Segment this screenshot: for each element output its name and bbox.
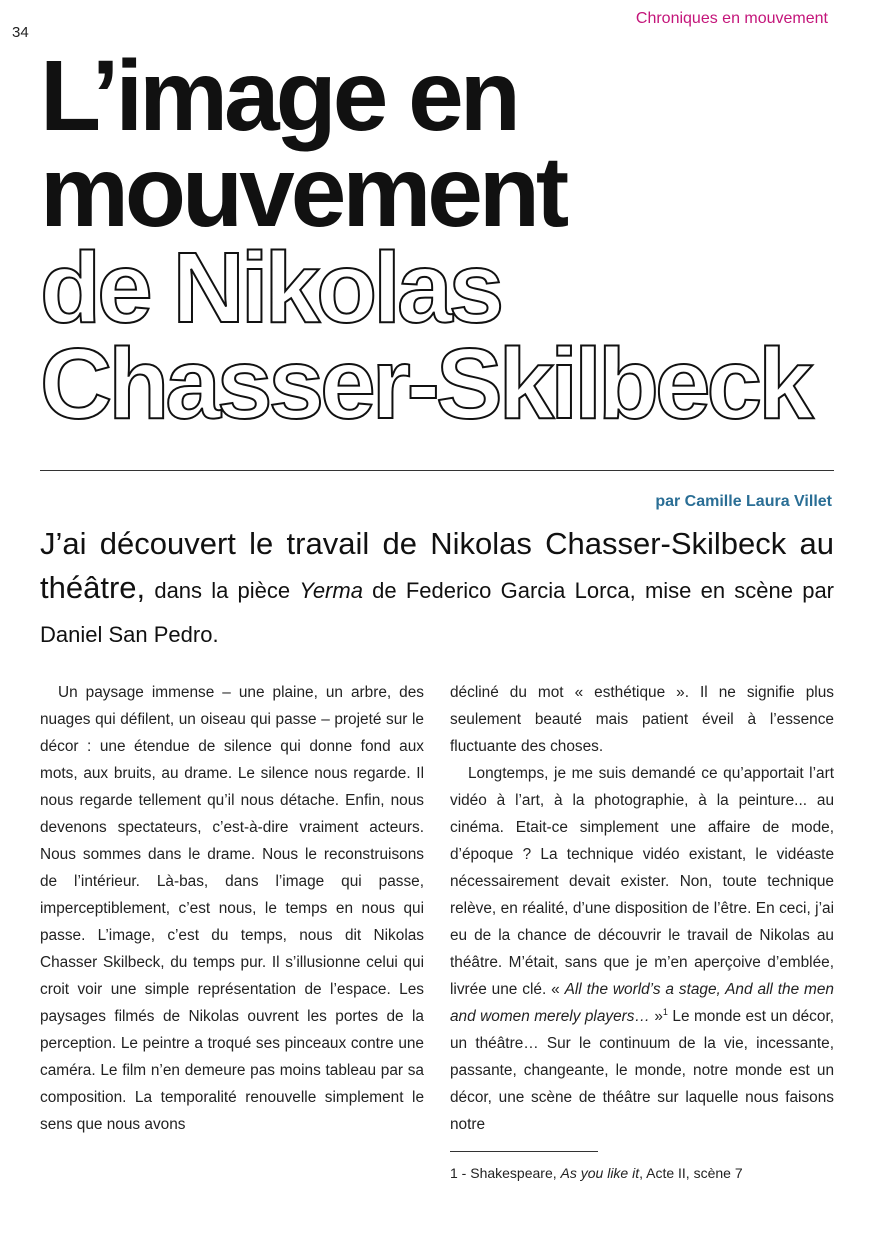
lead-play-title: Yerma: [299, 578, 363, 603]
body-paragraph-3-text-a: Longtemps, je me suis demandé ce qu’apportait l’art vidéo à l’art, à la photographie, à la peinture... au cinéma. Etait-ce simplement une affaire de mode, d’époque ? La technique vidéo existant, le vidéaste nécessairement devait exister. Non, toute technique relève, en réalité, d’une disposition de l’être. En ceci, j’ai eu de la chance de découvrir le travail de Nikolas au théâtre. M’était, sans que je m’en aperçoive d’emblée, livrée une clé. «: [450, 765, 834, 998]
footnote-text-b: , Acte II, scène 7: [639, 1165, 743, 1181]
footnote-marker[interactable]: 1: [662, 1006, 668, 1017]
lead-text-1: dans la pièce: [145, 578, 300, 603]
title-line-4: Chasser-Skilbeck: [40, 328, 810, 440]
author-byline: par Camille Laura Villet: [655, 493, 832, 510]
footnote-text-a: 1 - Shakespeare,: [450, 1165, 561, 1181]
section-header: Chroniques en mouvement: [635, 10, 828, 27]
page-number: 34: [12, 24, 29, 41]
lead-paragraph: [40, 522, 834, 657]
lead-text-2: de Federico Garcia Lorca, mise en scène par Daniel San Pedro.: [40, 578, 834, 647]
title-line-2: mouvement: [40, 136, 566, 248]
footnote-divider: [450, 1151, 598, 1152]
lead-highlight: J’ai découvert le travail de Nikolas Chasser-Skilbeck au théâtre,: [40, 526, 834, 605]
body-paragraph-2: décliné du mot « esthétique ». Il ne signifie plus seulement beauté mais patient éveil à l’essence fluctuante des choses.: [450, 684, 834, 755]
shakespeare-quote: All the world’s a stage, And all the men and women merely players…: [450, 981, 834, 1025]
body-column-right: [450, 679, 834, 1138]
article-title: [40, 40, 840, 440]
footnote: [450, 1165, 743, 1181]
body-column-left: [40, 679, 424, 1138]
title-divider: [40, 470, 834, 471]
body-paragraph-3-text-b: »: [649, 1008, 663, 1025]
body-paragraph-3: [450, 760, 834, 1138]
body-paragraph-1: Un paysage immense – une plaine, un arbre, des nuages qui défilent, un oiseau qui passe – projeté sur le décor : une étendue de silence qui donne fond aux mots, aux bruits, au drame. Le silence nous regarde. Il nous regarde tellement qu’il nous détache. Enfin, nous devenons spectateurs, c’est-à-dire vraiment acteurs. Nous sommes dans le drame. Nous le reconstruisons de l’intérieur. Là-bas, dans l’image qui passe, imperceptiblement, c’est nous, le temps en nous qui passe. L’image, c’est du temps, nous dit Nikolas Chasser Skilbeck, du temps pur. Il s’illusionne celui qui croit voir une simple représentation de l’espace. Les paysages filmés de Nikolas ouvrent les portes de la perception. Le peintre a troqué ses pinceaux contre une caméra. Le film n’en demeure pas moins tableau par sa composition. La temporalité renouvelle simplement le sens que nous avons: [40, 684, 424, 1133]
title-line-1: L’image en: [40, 40, 517, 152]
title-line-3: de Nikolas: [40, 232, 501, 344]
body-paragraph-3-text-c: Le monde est un décor, un théâtre… Sur le continuum de la vie, incessante, passante, changeante, le monde, notre monde est un décor, une scène de théâtre sur laquelle nous faisons notre: [450, 1008, 834, 1133]
footnote-work: As you like it: [560, 1165, 640, 1181]
